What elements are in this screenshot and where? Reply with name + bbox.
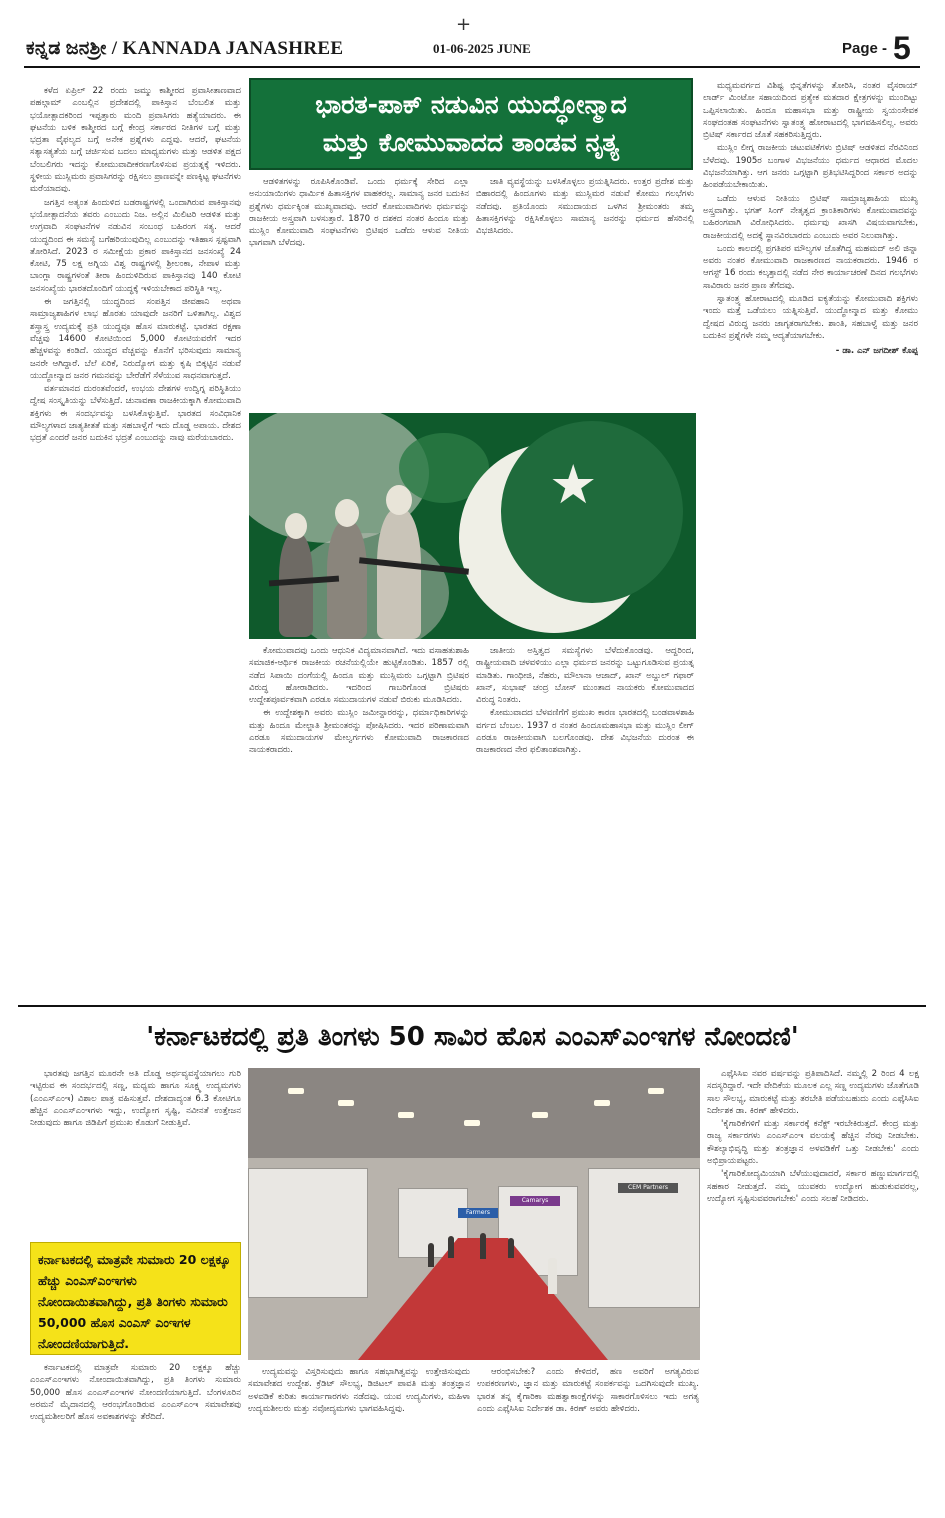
article1-headline-box xyxy=(249,78,693,170)
visitor-figure xyxy=(448,1236,454,1258)
booth-sign: Farmers xyxy=(458,1208,498,1218)
militant-head xyxy=(386,485,412,515)
ceiling-light xyxy=(532,1112,548,1118)
visitor-figure xyxy=(508,1238,514,1258)
ceiling-light xyxy=(648,1088,664,1094)
visitor-figure xyxy=(480,1233,486,1259)
article2-paragraph: ಉದ್ಯಮವನ್ನು ವಿಸ್ತರಿಸುವುದು ಹಾಗೂ ಸಹಭಾಗಿತ್ವವನ್ನು ಉತ್ತೇಜಿಸುವುದು ಸಮಾವೇಶದ ಉದ್ದೇಶ. ಕ್ರೆಡಿಟ್ ಸೌಲಭ್ಯ, ಡಿಜಿಟಲ್ ಪಾವತಿ ಮತ್ತು ತಂತ್ರಜ್ಞಾನ ಅಳವಡಿಕೆ ಕುರಿತು ಕಾರ್ಯಾಗಾರಗಳು ನಡೆದವು. ಯುವ ಉದ್ಯಮಿಗಳು, ಮಹಿಳಾ ಉದ್ಯಮಶೀಲರು ಮತ್ತು ನವೋದ್ಯಮಗಳು ಭಾಗವಹಿಸಿದ್ದವು. xyxy=(248,1367,470,1414)
article2-paragraph: ಆರಂಭಿಸಬೇಕು? ಎಂದು ಕೇಳಿದರೆ, ಹಣ ಅವರಿಗೆ ಅಗತ್ಯವಿರುವ ಉಪಕರಣಗಳು, ಜ್ಞಾನ ಮತ್ತು ಮಾರುಕಟ್ಟೆ ಸಂಪರ್ಕವನ್ನು ಒದಗಿಸುವುದೇ ಮುಖ್ಯ. ಭಾರತ ತನ್ನ ಕೈಗಾರಿಕಾ ಮಹತ್ವಾಕಾಂಕ್ಷೆಗಳನ್ನು ಸಾಕಾರಗೊಳಿಸಲು ಇದು ಅಗತ್ಯ ಎಂದು ಎಫ್ಕೆಸಿಸಿಐ ನಿರ್ದೇಶಕ ಡಾ. ಕಿರಣ್ ಅವರು ಹೇಳಿದರು. xyxy=(477,1367,699,1414)
page-number: 5 xyxy=(893,30,911,66)
article2-column-left-lower xyxy=(30,1362,241,1512)
article1-paragraph: ಜಗತ್ತಿನ ಅತ್ಯಂತ ಹಿಂದುಳಿದ ಬಡರಾಷ್ಟ್ರಗಳಲ್ಲಿ ಒಂದಾಗಿರುವ ಪಾಕಿಸ್ತಾನವು ಭಯೋತ್ಪಾದನೆಯ ತವರು ಎಂಬುದು ನಿಜ. ಅಲ್ಲಿನ ಮಿಲಿಟರಿ ಆಡಳಿತ ಮತ್ತು ಉಗ್ರವಾದಿ ಸಂಘಟನೆಗಳ ನಡುವಿನ ಸಂಬಂಧ ಬಹಿರಂಗ ಸತ್ಯ. ಆದರೆ ಯುದ್ಧದಿಂದ ಈ ಸಮಸ್ಯೆ ಬಗೆಹರಿಯುವುದಿಲ್ಲ ಎಂಬುದನ್ನು ಇತಿಹಾಸ ಸ್ಪಷ್ಟವಾಗಿ ತೋರಿಸಿದೆ. 2023 ರ ಸಮೀಕ್ಷೆಯ ಪ್ರಕಾರ ಪಾಕಿಸ್ತಾನದ ಜನಸಂಖ್ಯೆ 24 ಕೋಟಿ, 75 ಲಕ್ಷ ಅಗ್ನಿಯ ವಿಶ್ವ ರಾಷ್ಟ್ರಗಳಲ್ಲಿ ಶ್ರೀಲಂಕಾ, ನೇಪಾಳ ಮತ್ತು ಬಾಂಗ್ಲಾ ರಾಷ್ಟ್ರಗಳಂತೆ ತೀರಾ ಹಿಂದುಳಿದಿರುವ ಪಾಕಿಸ್ತಾನವು 140 ಕೋಟಿ ಜನಸಂಖ್ಯೆಯ ಭಾರತದೊಂದಿಗೆ ಯುದ್ಧಕ್ಕೆ ಇಳಿಯಬೇಕಾದ ಪರಿಸ್ಥಿತಿ ಇಲ್ಲ. xyxy=(30,197,241,294)
article1-paragraph: ಜಾತಿ ವ್ಯವಸ್ಥೆಯನ್ನು ಬಳಸಿಕೊಳ್ಳಲು ಪ್ರಯತ್ನಿಸಿದರು. ಉತ್ತರ ಪ್ರದೇಶ ಮತ್ತು ಬಿಹಾರದಲ್ಲಿ ಹಿಂದೂಗಳು ಮತ್ತು ಮುಸ್ಲಿಮರ ನಡುವೆ ಕೋಮು ಗಲಭೆಗಳು ನಡೆದವು. ಪ್ರತಿಯೊಂದು ಸಮುದಾಯದ ಒಳಗಿನ ಶ್ರೀಮಂತರು ತಮ್ಮ ಹಿತಾಸಕ್ತಿಗಳನ್ನು ರಕ್ಷಿಸಿಕೊಳ್ಳಲು ಸಾಮಾನ್ಯ ಜನರನ್ನು ಧರ್ಮದ ಹೆಸರಿನಲ್ಲಿ ವಿಭಜಿಸಿದರು. xyxy=(476,177,694,237)
visitor-figure xyxy=(428,1243,434,1267)
article2-headline: 'ಕರ್ನಾಟಕದಲ್ಲಿ ಪ್ರತಿ ತಿಂಗಳು 50 ಸಾವಿರ ಹೊಸ ಎಂಎಸ್ಎಂಇಗಳ ನೋಂದಣಿ' xyxy=(146,1022,799,1052)
article1-paragraph: ಕಳೆದ ಏಪ್ರಿಲ್ 22 ರಂದು ಜಮ್ಮು ಕಾಶ್ಮೀರದ ಪ್ರವಾಸೀತಾಣವಾದ ಪಹಲ್ಗಾಮ್ ಎಂಬಲ್ಲಿನ ಪ್ರದೇಶದಲ್ಲಿ ಪಾಕಿಸ್ತಾನ ಬೆಂಬಲಿತ ಮತ್ತು ಭಯೋತ್ಪಾದಕರಿಂದ ಇಪ್ಪತ್ತಾರು ಮಂದಿ ಪ್ರವಾಸಿಗರು ಹತ್ಯೆಯಾದರು. ಈ ಘಟನೆಯ ಬಳಿಕ ಕಾಶ್ಮೀರದ ಬಗ್ಗೆ ಕೇಂದ್ರ ಸರ್ಕಾರದ ನೀತಿಗಳ ಬಗ್ಗೆ ಮತ್ತು ಭದ್ರತಾ ವೈಫಲ್ಯದ ಬಗ್ಗೆ ಅನೇಕ ಪ್ರಶ್ನೆಗಳು ಎದ್ದವು. ಆದರೆ, ಘಟನೆಯ ಸತ್ಯಾಸತ್ಯತೆಯ ಬಗ್ಗೆ ಚರ್ಚಿಸುವ ಬದಲು ಮಾಧ್ಯಮಗಳು ಮತ್ತು ಆಡಳಿತ ಪಕ್ಷದ ಬೆಂಬಲಿಗರು ಇದನ್ನು ಕೋಮುವಾದೀಕರಣಗೊಳಿಸುವ ಪ್ರಯತ್ನಕ್ಕೆ ಇಳಿದರು. ಸ್ಥಳೀಯ ಮುಸ್ಲಿಮರು ಪ್ರವಾಸಿಗರನ್ನು ರಕ್ಷಿಸಲು ಪ್ರಾಣವನ್ನೇ ಪಣಕ್ಕಿಟ್ಟ ಘಟನೆಗಳು ಮರೆಯಾದವು. xyxy=(30,86,241,195)
article2-paragraph: ಭಾರತವು ಜಗತ್ತಿನ ಮೂರನೇ ಅತಿ ದೊಡ್ಡ ಅರ್ಥವ್ಯವಸ್ಥೆಯಾಗಲು ಗುರಿ ಇಟ್ಟಿರುವ ಈ ಸಂದರ್ಭದಲ್ಲಿ ಸಣ್ಣ, ಮಧ್ಯಮ ಹಾಗೂ ಸೂಕ್ಷ್ಮ ಉದ್ಯಮಗಳು (ಎಂಎಸ್ಎಂಇ) ವಿಶಾಲ ಪಾತ್ರ ವಹಿಸುತ್ತವೆ. ದೇಶದಾದ್ಯಂತ 6.3 ಕೋಟಿಗೂ ಹೆಚ್ಚಿನ ಎಂಎಸ್ಎಂಇಗಳು ಇದ್ದು, ಉದ್ಯೋಗ ಸೃಷ್ಟಿ, ನವೀನತೆ ಉತ್ತೇಜನ ನೀಡುವುದು ಹಾಗೂ ಜಿಡಿಪಿಗೆ ಪ್ರಮುಖ ಕೊಡುಗೆ ನೀಡುತ್ತಿವೆ. xyxy=(30,1069,241,1129)
article2-column-middle-right xyxy=(477,1366,699,1512)
article1-paragraph: ಕೋಮುವಾದದ ಬೆಳವಣಿಗೆಗೆ ಪ್ರಮುಖ ಕಾರಣ ಭಾರತದಲ್ಲಿ ಬಂಡವಾಳಶಾಹಿ ವರ್ಗದ ಬೆಂಬಲ. 1937 ರ ನಂತರ ಹಿಂದೂಮಹಾಸಭಾ ಮತ್ತು ಮುಸ್ಲಿಂ ಲೀಗ್ ಎರಡೂ ರಾಜಕೀಯವಾಗಿ ಬಲಗೊಂಡವು. ದೇಶ ವಿಭಜನೆಯ ದುರಂತ ಈ ರಾಜಕಾರಣದ ನೇರ ಫಲಿತಾಂಶವಾಗಿತ್ತು. xyxy=(476,708,694,756)
article1-author: - ಡಾ. ಎನ್ ಜಗದೀಶ್ ಕೊಪ್ಪ xyxy=(835,346,918,357)
article1-paragraph: ಈ ಜಗತ್ತಿನಲ್ಲಿ ಯುದ್ಧದಿಂದ ಸಂಪತ್ತಿನ ಜೀವಹಾನಿ ಅಥವಾ ಸಾಮ್ರಾಜ್ಯಶಾಹಿಗಳ ಲಾಭ ಹೊರತು ಯಾವುದೇ ಜನರಿಗೆ ಒಳಿತಾಗಿಲ್ಲ. ವಿಶ್ವದ ಶಸ್ತ್ರಾಸ್ತ್ರ ಉದ್ಯಮಕ್ಕೆ ಪ್ರತಿ ಯುದ್ಧವೂ ಹೊಸ ಮಾರುಕಟ್ಟೆ. ಭಾರತದ ರಕ್ಷಣಾ ವೆಚ್ಚವು 14600 ಕೋಟಿಯಿಂದ 5,000 ಕೋಟಿಯವರೆಗೆ ಇದರ ಹೆಚ್ಚಳವನ್ನು ಕಂಡಿದೆ. ಯುದ್ಧದ ವೆಚ್ಚವನ್ನು ಕೊನೆಗೆ ಭರಿಸುವುದು ಸಾಮಾನ್ಯ ಜನರೇ ಆಗಿದ್ದಾರೆ. ಬೆಲೆ ಏರಿಕೆ, ನಿರುದ್ಯೋಗ ಮತ್ತು ಕೃಷಿ ಬಿಕ್ಕಟ್ಟಿನ ನಡುವೆ ಯುದ್ಧೋನ್ಮಾದ ಜನರ ಗಮನವನ್ನು ಬೇರೆಡೆಗೆ ಸೆಳೆಯುವ ಸಾಧನವಾಗುತ್ತದೆ. xyxy=(30,297,241,381)
masthead-rule xyxy=(24,66,920,68)
hall-ceiling xyxy=(248,1068,700,1158)
article2-column-middle-left xyxy=(248,1366,470,1512)
article1-column-1 xyxy=(30,85,241,1000)
article2-photo xyxy=(248,1068,700,1360)
article1-headline-line2: ಮತ್ತು ಕೋಮುವಾದದ ತಾಂಡವ ನೃತ್ಯ xyxy=(322,128,620,157)
article1-paragraph: ಸ್ವಾತಂತ್ರ್ಯ ಹೋರಾಟದಲ್ಲಿ ಮೂಡಿದ ಐಕ್ಯತೆಯನ್ನು ಕೋಮುವಾದಿ ಶಕ್ತಿಗಳು ಇಂದು ಮತ್ತೆ ಒಡೆಯಲು ಯತ್ನಿಸುತ್ತಿವೆ. ಯುದ್ಧೋನ್ಮಾದ ಮತ್ತು ಕೋಮು ದ್ವೇಷದ ವಿರುದ್ಧ ಜನರು ಜಾಗೃತರಾಗಬೇಕು. ಶಾಂತಿ, ಸಹಬಾಳ್ವೆ ಮತ್ತು ಜನರ ಬದುಕಿನ ಪ್ರಶ್ನೆಗಳೇ ನಮ್ಮ ಆದ್ಯತೆಯಾಗಬೇಕು. xyxy=(703,294,918,341)
article1-paragraph: ಒಂದು ಕಾಲದಲ್ಲಿ ಪ್ರಗತಿಪರ ಮೌಲ್ಯಗಳ ಜೊತೆಗಿದ್ದ ಮಹಮದ್ ಅಲಿ ಜಿನ್ನಾ ಅವರು ನಂತರ ಕೋಮುವಾದಿ ರಾಜಕಾರಣದ ನಾಯಕರಾದರು. 1946 ರ ಆಗಸ್ಟ್ 16 ರಂದು ಕಲ್ಕತ್ತಾದಲ್ಲಿ ನಡೆದ ನೇರ ಕಾರ್ಯಾಚರಣೆ ದಿನದ ಗಲಭೆಗಳು ಸಾವಿರಾರು ಜನರ ಪ್ರಾಣ ತೆಗೆದವು. xyxy=(703,243,918,291)
article1-column-3-lower xyxy=(476,645,694,1000)
article1-paragraph: ಆಡಳಿತಗಳನ್ನು ರೂಪಿಸಿಕೊಂಡಿವೆ. ಒಂದು ಧರ್ಮಕ್ಕೆ ಸೇರಿದ ಎಲ್ಲಾ ಅನುಯಾಯಿಗಳು ಧಾರ್ಮಿಕ ಹಿತಾಸಕ್ತಿಗಳ ವಾಹಕರಲ್ಲ. ಸಾಮಾನ್ಯ ಜನರ ಬದುಕಿನ ಪ್ರಶ್ನೆಗಳು ಧರ್ಮಕ್ಕಿಂತ ಮುಖ್ಯವಾದವು. ಆದರೆ ಕೋಮುವಾದಿಗಳು ಧರ್ಮವನ್ನು ರಾಜಕೀಯ ಅಸ್ತ್ರವಾಗಿ ಬಳಸುತ್ತಾರೆ. 1870 ರ ದಶಕದ ನಂತರ ಹಿಂದೂ ಮತ್ತು ಮುಸ್ಲಿಂ ಕೋಮುವಾದಿ ಸಂಘಟನೆಗಳು ಬ್ರಿಟಿಷರ ಒಡೆದು ಆಳುವ ನೀತಿಯ ಭಾಗವಾಗಿ ಬೆಳೆದವು. xyxy=(249,177,469,249)
page-label: Page - xyxy=(842,40,888,57)
booth-sign: CEM Partners xyxy=(618,1183,678,1193)
article1-paragraph: ವರ್ತಮಾನದ ದುರಂತವೆಂದರೆ, ಉಭಯ ದೇಶಗಳ ಉದ್ವಿಗ್ನ ಪರಿಸ್ಥಿತಿಯು ದ್ವೇಷ ಸಂಸ್ಕೃತಿಯನ್ನು ಬೆಳೆಸುತ್ತಿದೆ. ಚುನಾವಣಾ ರಾಜಕೀಯಕ್ಕಾಗಿ ಕೋಮುವಾದಿ ಶಕ್ತಿಗಳು ಈ ಸಂದರ್ಭವನ್ನು ಬಳಸಿಕೊಳ್ಳುತ್ತಿವೆ. ಭಾರತದ ಸಂವಿಧಾನಿಕ ಮೌಲ್ಯಗಳಾದ ಜಾತ್ಯತೀತತೆ ಮತ್ತು ಸಹಬಾಳ್ವೆಗೆ ಇದು ದೊಡ್ಡ ಅಪಾಯ. ದೇಶದ ಭದ್ರತೆ ಎಂದರೆ ಜನರ ಬದುಕಿನ ಭದ್ರತೆ ಎಂಬುದನ್ನು ನಾವು ಮರೆಯಬಾರದು. xyxy=(30,384,241,444)
militant-head xyxy=(335,499,359,527)
exhibit-booth xyxy=(248,1168,368,1298)
article2-highlight-quote: ಕರ್ನಾಟಕದಲ್ಲಿ ಮಾತ್ರವೇ ಸುಮಾರು 20 ಲಕ್ಷಕ್ಕೂ ಹೆಚ್ಚು ಎಂಎಸ್ಎಂಇಗಳು ನೋಂದಾಯಿತವಾಗಿದ್ದು, ಪ್ರತಿ ತಿಂಗಳು ಸುಮಾರು 50,000 ಹೊಸ ಎಂಎಸ್ ಎಂಇಗಳ ನೋಂದಣಿಯಾಗುತ್ತಿದೆ. xyxy=(30,1242,241,1355)
article1-paragraph: ಈ ಉದ್ದೇಶಕ್ಕಾಗಿ ಅವರು ಮುಸ್ಲಿಂ ಜಮೀನ್ದಾರರನ್ನು, ಧರ್ಮಾಧಿಕಾರಿಗಳನ್ನು ಮತ್ತು ಹಿಂದೂ ಮೇಲ್ಜಾತಿ ಶ್ರೀಮಂತರನ್ನು ಪೋಷಿಸಿದರು. ಇದರ ಪರಿಣಾಮವಾಗಿ ಎರಡೂ ಸಮುದಾಯಗಳ ಮೇಲ್ವರ್ಗಗಳು ಕೋಮುವಾದಿ ರಾಜಕಾರಣದ ನಾಯಕರಾದರು. xyxy=(249,708,469,756)
ceiling-light xyxy=(594,1100,610,1106)
article1-paragraph: ಕೋಮುವಾದವು ಒಂದು ಆಧುನಿಕ ವಿದ್ಯಮಾನವಾಗಿದೆ. ಇದು ವಸಾಹತುಶಾಹಿ ಸಮಾಜಿಕ-ಆರ್ಥಿಕ ರಾಜಕೀಯ ರಚನೆಯಲ್ಲಿಯೇ ಹುಟ್ಟಿಕೊಂಡಿತು. 1857 ರಲ್ಲಿ ನಡೆದ ಸಿಪಾಯಿ ದಂಗೆಯಲ್ಲಿ ಹಿಂದೂ ಮತ್ತು ಮುಸ್ಲಿಮರು ಒಗ್ಗಟ್ಟಾಗಿ ಬ್ರಿಟಿಷರ ವಿರುದ್ಧ ಹೋರಾಡಿದರು. ಇದರಿಂದ ಗಾಬರಿಗೊಂಡ ಬ್ರಿಟಿಷರು ಉದ್ದೇಶಪೂರ್ವಕವಾಗಿ ಎರಡೂ ಸಮುದಾಯಗಳ ನಡುವೆ ಬಿರುಕು ಮೂಡಿಸಿದರು. xyxy=(249,646,469,706)
article2-paragraph: ಕರ್ನಾಟಕದಲ್ಲಿ ಮಾತ್ರವೇ ಸುಮಾರು 20 ಲಕ್ಷಕ್ಕೂ ಹೆಚ್ಚು ಎಂಎಸ್ಎಂಇಗಳು ನೋಂದಾಯಿತವಾಗಿದ್ದು, ಪ್ರತಿ ತಿಂಗಳು ಸುಮಾರು 50,000 ಹೊಸ ಎಂಎಸ್ಎಂಇಗಳ ನೋಂದಣಿಯಾಗುತ್ತಿದೆ. ಬೆಂಗಳೂರಿನ ಅರಮನೆ ಮೈದಾನದಲ್ಲಿ ಆರಂಭಗೊಂಡಿರುವ ಎಂಎಸ್ಎಂಇ ಸಮಾವೇಶವು ಉದ್ಯಮಶೀಲರಿಗೆ ಹೊಸ ಅವಕಾಶಗಳನ್ನು ತೆರೆದಿದೆ. xyxy=(30,1363,241,1423)
paint-splash xyxy=(289,533,449,639)
article2-paragraph: 'ಕೈಗಾರಿಕೆಗಳಿಗೆ ಮತ್ತು ಸರ್ಕಾರಕ್ಕೆ ಕನೆಕ್ಟ್ ಇರಬೇಕಿರುತ್ತದೆ. ಕೇಂದ್ರ ಮತ್ತು ರಾಜ್ಯ ಸರ್ಕಾರಗಳು ಎಂಎಸ್ಎಂಇ ವಲಯಕ್ಕೆ ಹೆಚ್ಚಿನ ನೆರವು ನೀಡಬೇಕು. ಕೌಶಲ್ಯಾಭಿವೃದ್ಧಿ ಮತ್ತು ತಂತ್ರಜ್ಞಾನ ಅಳವಡಿಕೆಗೆ ಒತ್ತು ನೀಡಬೇಕು' ಎಂದು ಅಭಿಪ್ರಾಯಪಟ್ಟರು. xyxy=(707,1119,919,1167)
article1-paragraph: ಒಡೆದು ಆಳುವ ನೀತಿಯು ಬ್ರಿಟಿಷ್ ಸಾಮ್ರಾಜ್ಯಶಾಹಿಯ ಮುಖ್ಯ ಅಸ್ತ್ರವಾಗಿತ್ತು. ಭಗತ್ ಸಿಂಗ್ ನೇತೃತ್ವದ ಕ್ರಾಂತಿಕಾರಿಗಳು ಕೋಮುವಾದವನ್ನು ಬಹಿರಂಗವಾಗಿ ವಿರೋಧಿಸಿದರು. ಧರ್ಮವು ಖಾಸಗಿ ವಿಷಯವಾಗಬೇಕು, ರಾಜಕೀಯದಲ್ಲಿ ಅದಕ್ಕೆ ಸ್ಥಾನವಿರಬಾರದು ಎಂಬುದು ಅವರ ನಿಲುವಾಗಿತ್ತು. xyxy=(703,193,918,241)
masthead xyxy=(0,0,945,76)
article1-paragraph: ಮಧ್ಯಮವರ್ಗದ ವಿಶಿಷ್ಟ ಭಿನ್ನತೆಗಳನ್ನು ತೋರಿಸಿ, ನಂತರ ವೈಸರಾಯ್ ಲಾರ್ಡ್ ಮಿಂಟೋ ಸಹಾಯದಿಂದ ಪ್ರತ್ಯೇಕ ಮತದಾರ ಕ್ಷೇತ್ರಗಳನ್ನು ಮುಂದಿಟ್ಟು ಒಪ್ಪಿಸಲಾಯಿತು. ಹಿಂದೂ ಮಹಾಸಭಾ ಮತ್ತು ರಾಷ್ಟ್ರೀಯ ಸ್ವಯಂಸೇವಕ ಸಂಘದಂತಹ ಸಂಘಟನೆಗಳು ಸ್ವಾತಂತ್ರ್ಯ ಹೋರಾಟದಲ್ಲಿ ಭಾಗವಹಿಸಲಿಲ್ಲ. ಅವರು ಬ್ರಿಟಿಷ್ ಸರ್ಕಾರದ ಜೊತೆ ಸಹಕರಿಸುತ್ತಿದ್ದರು. xyxy=(703,81,918,141)
section-divider xyxy=(18,1005,926,1007)
article1-paragraph: ಮುಸ್ಲಿಂ ಲೀಗ್ನ ರಾಜಕೀಯ ಚಟುವಟಿಕೆಗಳು ಬ್ರಿಟಿಷ್ ಆಡಳಿತದ ನೆರವಿನಿಂದ ಬೆಳೆದವು. 1905ರ ಬಂಗಾಳ ವಿಭಜನೆಯು ಧರ್ಮದ ಆಧಾರದ ಮೊದಲ ವಿಭಜನೆಯಾಗಿತ್ತು. ಆಗ ಜನರು ಒಗ್ಗಟ್ಟಾಗಿ ಪ್ರತಿಭಟಿಸಿದ್ದರಿಂದ ಸರ್ಕಾರ ಅದನ್ನು ಹಿಂಪಡೆಯಬೇಕಾಯಿತು. xyxy=(703,143,918,191)
article1-paragraph: ಜಾತೀಯ ಅಸ್ತಿತ್ವದ ಸಮಸ್ಯೆಗಳು ಬೆಳೆದುಕೊಂಡವು. ಆದ್ದರಿಂದ, ರಾಷ್ಟ್ರೀಯವಾದಿ ಚಳವಳಿಯು ಎಲ್ಲಾ ಧರ್ಮದ ಜನರನ್ನು ಒಟ್ಟುಗೂಡಿಸುವ ಪ್ರಯತ್ನ ಮಾಡಿತು. ಗಾಂಧೀಜಿ, ನೆಹರು, ಮೌಲಾನಾ ಆಜಾದ್, ಖಾನ್ ಅಬ್ದುಲ್ ಗಫಾರ್ ಖಾನ್, ಸುಭಾಷ್ ಚಂದ್ರ ಬೋಸ್ ಮುಂತಾದ ನಾಯಕರು ಕೋಮುವಾದದ ವಿರುದ್ಧ ನಿಂತರು. xyxy=(476,646,694,706)
visitor-figure xyxy=(548,1258,557,1294)
article1-column-2-lower xyxy=(249,645,469,1000)
issue-date: 01-06-2025 JUNE xyxy=(433,41,531,56)
ceiling-light xyxy=(338,1100,354,1106)
militant-head xyxy=(285,513,307,539)
article1-headline-line1: ಭಾರತ-ಪಾಕ್ ನಡುವಿನ ಯುದ್ಧೋನ್ಮಾದ xyxy=(315,90,627,119)
article2-column-left-upper xyxy=(30,1068,241,1236)
article2-paragraph: 'ಕೈಗಾರಿಕೋದ್ಯಮಿಯಾಗಿ ಬೆಳೆಯುವುದಾದರೆ, ಸರ್ಕಾರ ಹಣ್ಣುಮಾರ್ಗದಲ್ಲಿ ಸಹಕಾರ ನೀಡುತ್ತದೆ. ನಮ್ಮ ಯುವಕರು ಉದ್ಯೋಗ ಹುಡುಕುವವರಲ್ಲ, ಉದ್ಯೋಗ ಸೃಷ್ಟಿಸುವವರಾಗಬೇಕು' ಎಂದು ಸಲಹೆ ನೀಡಿದರು. xyxy=(707,1169,919,1204)
ceiling-light xyxy=(288,1088,304,1094)
article2-column-right xyxy=(707,1068,919,1512)
ceiling-light xyxy=(398,1112,414,1118)
militant-figure xyxy=(377,509,421,639)
article1-column-3-upper xyxy=(476,176,694,408)
ceiling-light xyxy=(464,1120,480,1126)
booth-sign: Camarys xyxy=(510,1196,560,1206)
article2-paragraph: ಎಫ್ಕೆಸಿಸಿಐ ನವರ ವರ್ಷವನ್ನು ಪ್ರತಿಪಾದಿಸಿದೆ. ನಮ್ಮಲ್ಲಿ 2 ರಿಂದ 4 ಲಕ್ಷ ಸದಸ್ಯರಿದ್ದಾರೆ. ಇದೇ ವೇದಿಕೆಯ ಮೂಲಕ ಎಲ್ಲ ಸಣ್ಣ ಉದ್ಯಮಗಳು ಜೊತೆಗೂಡಿ ಸಾಲ ಸೌಲಭ್ಯ, ಮಾರುಕಟ್ಟೆ ಮತ್ತು ತರಬೇತಿ ಪಡೆಯಬಹುದು ಎಂದು ಎಫ್ಕೆಸಿಸಿಐ ನಿರ್ದೇಶಕ ಡಾ. ಕಿರಣ್ ಹೇಳಿದರು. xyxy=(707,1069,919,1116)
registration-mark: + xyxy=(456,14,472,35)
star-icon: ★ xyxy=(549,453,598,516)
article1-illustration xyxy=(249,413,696,639)
article1-column-4 xyxy=(703,80,918,1000)
newspaper-brand: ಕನ್ನಡ ಜನಶ್ರೀ / KANNADA JANASHREE xyxy=(26,38,344,59)
article1-column-2-upper xyxy=(249,176,469,408)
